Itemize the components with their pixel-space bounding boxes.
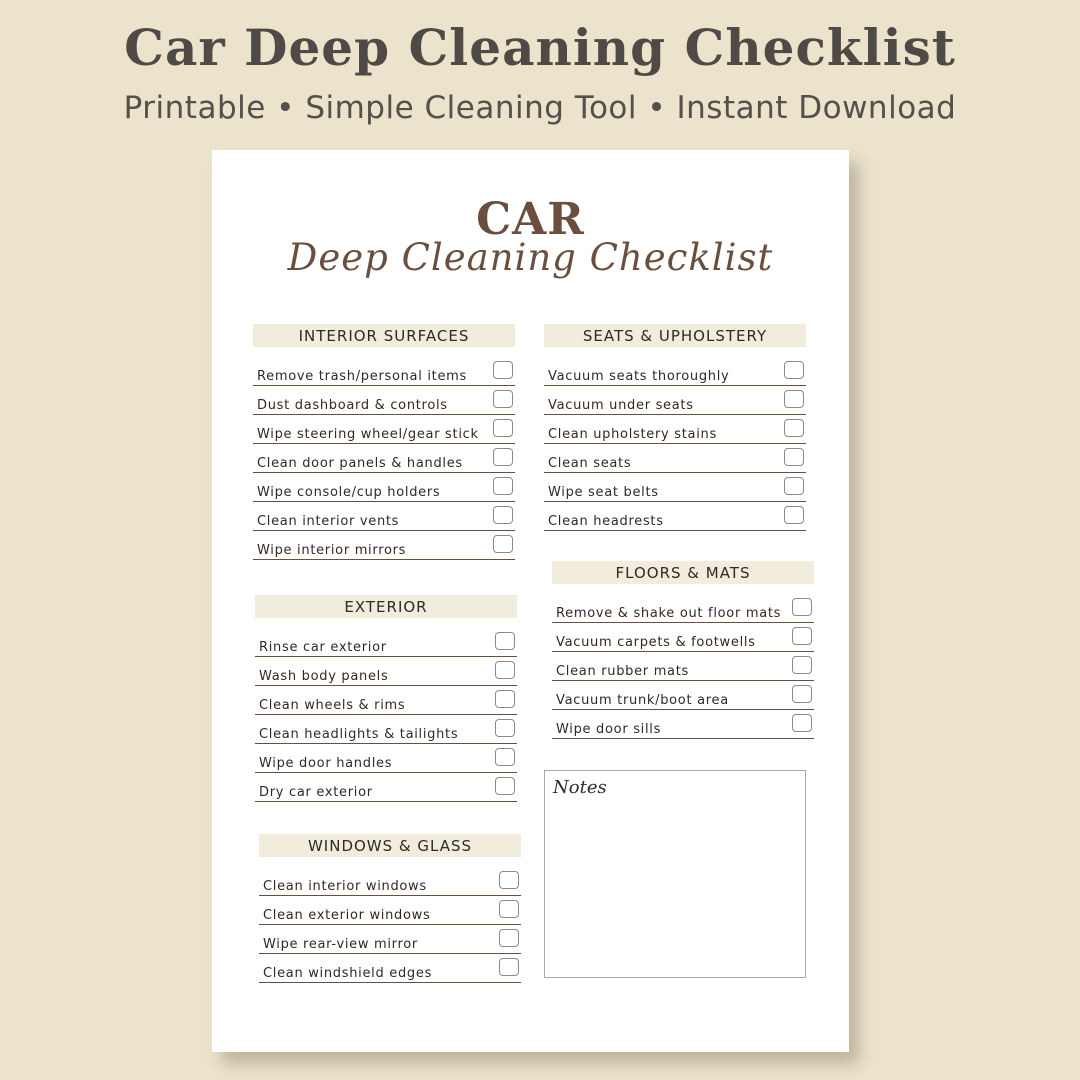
- checkbox[interactable]: [499, 958, 519, 976]
- checkbox[interactable]: [499, 900, 519, 918]
- section-seats-upholstery: [544, 324, 806, 531]
- item-label: Wipe door handles: [259, 756, 393, 771]
- checklist-item: [259, 954, 521, 983]
- checkbox[interactable]: [499, 929, 519, 947]
- checkbox[interactable]: [792, 598, 812, 616]
- item-label: Remove & shake out floor mats: [556, 606, 782, 621]
- checkbox[interactable]: [495, 690, 515, 708]
- checklist-item: [253, 357, 515, 386]
- checkbox[interactable]: [784, 419, 804, 437]
- checkbox[interactable]: [784, 390, 804, 408]
- checkbox[interactable]: [495, 632, 515, 650]
- checkbox[interactable]: [499, 871, 519, 889]
- checklist-item: [544, 386, 806, 415]
- item-label: Vacuum seats thoroughly: [548, 369, 730, 384]
- item-label: Clean windshield edges: [263, 966, 433, 981]
- checkbox[interactable]: [493, 506, 513, 524]
- checkbox[interactable]: [784, 477, 804, 495]
- item-label: Clean door panels & handles: [257, 456, 463, 471]
- section-header: SEATS & UPHOLSTERY: [544, 324, 806, 347]
- checkbox[interactable]: [493, 390, 513, 408]
- checklist-item: [544, 415, 806, 444]
- item-label: Wipe rear-view mirror: [263, 937, 418, 952]
- checklist-item: [255, 715, 517, 744]
- item-label: Vacuum under seats: [548, 398, 694, 413]
- checklist-item: [552, 623, 814, 652]
- checklist-item: [259, 925, 521, 954]
- checklist-item: [253, 531, 515, 560]
- item-label: Clean headlights & tailights: [259, 727, 459, 742]
- document-subtitle: Deep Cleaning Checklist: [287, 236, 774, 279]
- checklist-item: [255, 773, 517, 802]
- checklist-item: [544, 502, 806, 531]
- checklist-item: [255, 628, 517, 657]
- checkbox[interactable]: [493, 477, 513, 495]
- notes-box[interactable]: [544, 770, 806, 978]
- checklist-item: [544, 473, 806, 502]
- item-label: Clean interior windows: [263, 879, 427, 894]
- section-exterior: [255, 595, 517, 802]
- checklist-item: [552, 652, 814, 681]
- section-floors-mats: [552, 561, 814, 739]
- section-header: FLOORS & MATS: [552, 561, 814, 584]
- section-header: INTERIOR SURFACES: [253, 324, 515, 347]
- item-label: Wipe console/cup holders: [257, 485, 441, 500]
- item-label: Wipe seat belts: [548, 485, 659, 500]
- checkbox[interactable]: [495, 748, 515, 766]
- checkbox[interactable]: [493, 361, 513, 379]
- item-label: Clean seats: [548, 456, 632, 471]
- checklist-item: [544, 357, 806, 386]
- section-interior-surfaces: [253, 324, 515, 560]
- item-label: Dust dashboard & controls: [257, 398, 448, 413]
- item-label: Wipe steering wheel/gear stick: [257, 427, 479, 442]
- checkbox[interactable]: [493, 448, 513, 466]
- banner-subtitle: Printable • Simple Cleaning Tool • Instant Download: [123, 90, 957, 126]
- checkbox[interactable]: [784, 506, 804, 524]
- section-header: EXTERIOR: [255, 595, 517, 618]
- checklist-item: [544, 444, 806, 473]
- checkbox[interactable]: [792, 714, 812, 732]
- checklist-item: [259, 896, 521, 925]
- item-label: Wash body panels: [259, 669, 389, 684]
- item-label: Vacuum trunk/boot area: [556, 693, 729, 708]
- item-label: Wipe door sills: [556, 722, 662, 737]
- checkbox[interactable]: [495, 661, 515, 679]
- checklist-item: [255, 686, 517, 715]
- document-title: CAR: [476, 194, 585, 245]
- banner-title: Car Deep Cleaning Checklist: [124, 18, 956, 77]
- item-label: Clean upholstery stains: [548, 427, 717, 442]
- checkbox[interactable]: [792, 656, 812, 674]
- checklist-item: [255, 744, 517, 773]
- checklist-item: [552, 594, 814, 623]
- notes-label: Notes: [553, 777, 607, 798]
- checklist-item: [255, 657, 517, 686]
- checklist-item: [253, 444, 515, 473]
- item-label: Clean interior vents: [257, 514, 400, 529]
- checklist-item: [253, 386, 515, 415]
- checkbox[interactable]: [495, 777, 515, 795]
- item-label: Vacuum carpets & footwells: [556, 635, 756, 650]
- checkbox[interactable]: [792, 685, 812, 703]
- checklist-item: [552, 710, 814, 739]
- checkbox[interactable]: [493, 419, 513, 437]
- item-label: Wipe interior mirrors: [257, 543, 407, 558]
- checklist-item: [253, 473, 515, 502]
- item-label: Rinse car exterior: [259, 640, 387, 655]
- item-label: Clean wheels & rims: [259, 698, 406, 713]
- item-label: Remove trash/personal items: [257, 369, 468, 384]
- item-label: Dry car exterior: [259, 785, 373, 800]
- checkbox[interactable]: [784, 361, 804, 379]
- checkbox[interactable]: [495, 719, 515, 737]
- section-header: WINDOWS & GLASS: [259, 834, 521, 857]
- checkbox[interactable]: [493, 535, 513, 553]
- checklist-sheet: [212, 150, 849, 1052]
- item-label: Clean exterior windows: [263, 908, 431, 923]
- checklist-item: [253, 502, 515, 531]
- checkbox[interactable]: [784, 448, 804, 466]
- checklist-item: [552, 681, 814, 710]
- section-windows-glass: [259, 834, 521, 983]
- checklist-item: [259, 867, 521, 896]
- item-label: Clean rubber mats: [556, 664, 689, 679]
- checklist-item: [253, 415, 515, 444]
- item-label: Clean headrests: [548, 514, 664, 529]
- checkbox[interactable]: [792, 627, 812, 645]
